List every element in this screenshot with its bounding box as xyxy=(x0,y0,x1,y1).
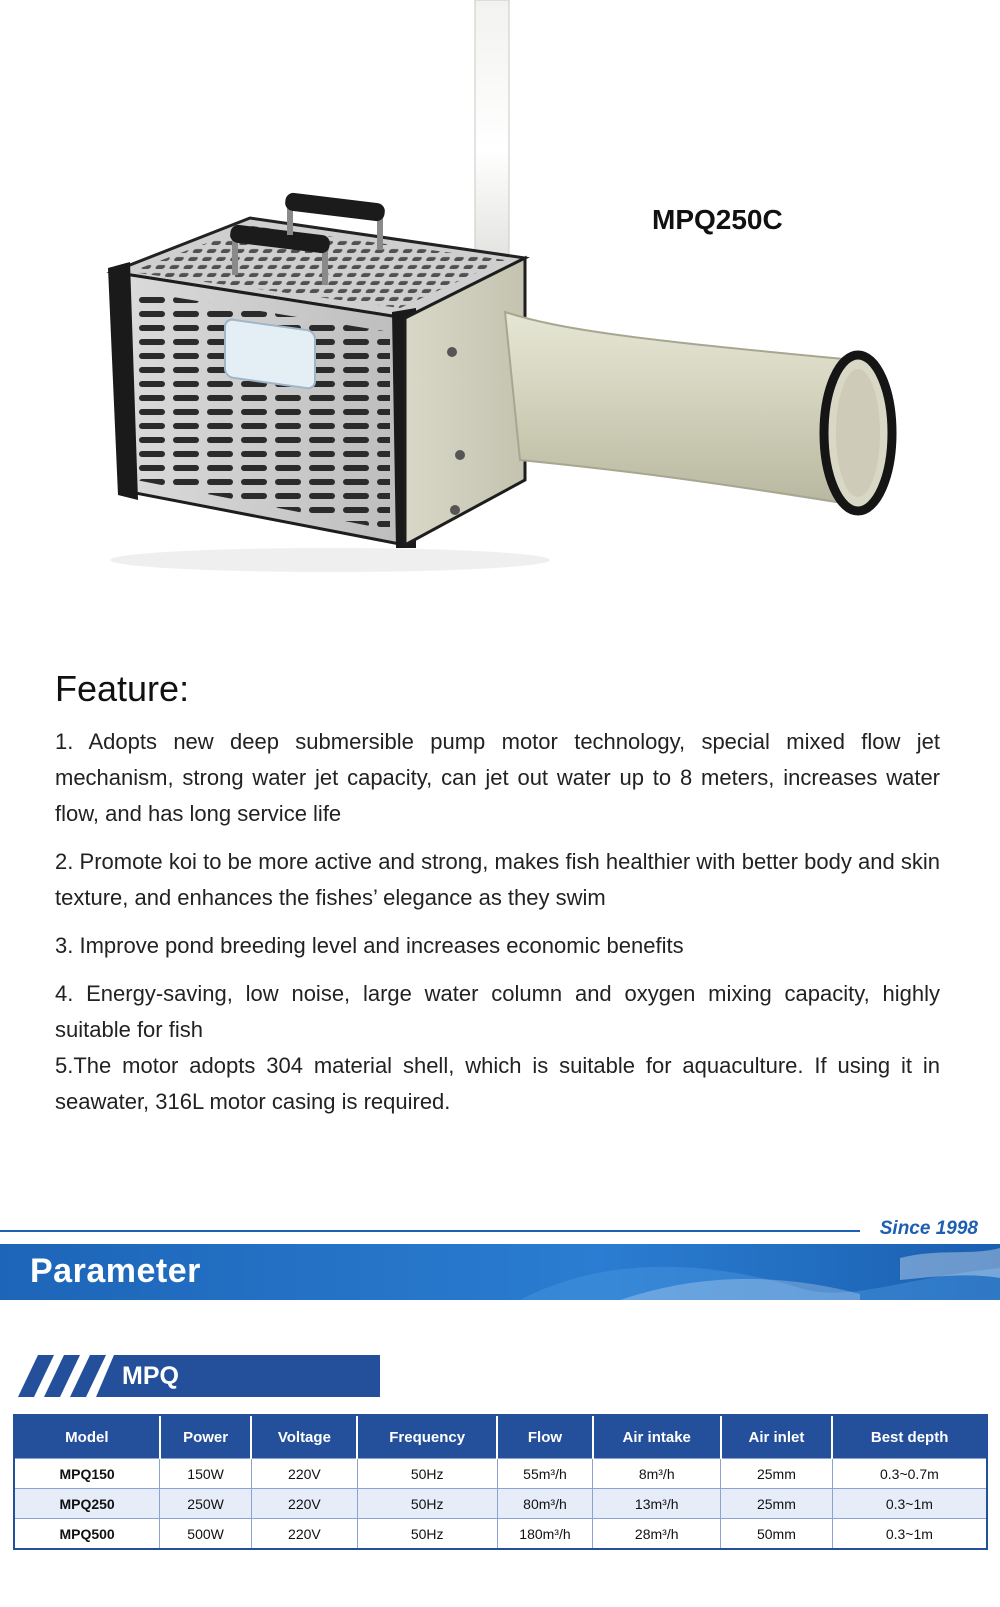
table-cell: 250W xyxy=(160,1489,252,1519)
column-header: Voltage xyxy=(251,1415,357,1459)
feature-section xyxy=(55,668,940,1132)
table-cell: 50mm xyxy=(721,1519,833,1550)
table-cell: 8m³/h xyxy=(593,1459,721,1489)
model-label: MPQ250C xyxy=(652,204,783,235)
feature-heading: Feature: xyxy=(55,668,190,709)
table-cell: 50Hz xyxy=(357,1459,497,1489)
table-cell: MPQ150 xyxy=(14,1459,160,1489)
table-cell: 180m³/h xyxy=(497,1519,593,1550)
feature-item: 3. Improve pond breeding level and increases economic benefits xyxy=(55,933,684,958)
table-cell: 220V xyxy=(251,1489,357,1519)
series-title-bar xyxy=(18,1355,380,1397)
table-cell: 220V xyxy=(251,1459,357,1489)
table-cell: 13m³/h xyxy=(593,1489,721,1519)
table-row xyxy=(14,1519,987,1550)
table-cell: 220V xyxy=(251,1519,357,1550)
table-row xyxy=(14,1459,987,1489)
table-cell: MPQ500 xyxy=(14,1519,160,1550)
table-cell: 0.3~0.7m xyxy=(832,1459,987,1489)
column-header: Air intake xyxy=(593,1415,721,1459)
column-header: Power xyxy=(160,1415,252,1459)
table-cell: 55m³/h xyxy=(497,1459,593,1489)
table-cell: 0.3~1m xyxy=(832,1489,987,1519)
column-header: Model xyxy=(14,1415,160,1459)
column-header: Frequency xyxy=(357,1415,497,1459)
table-cell: 500W xyxy=(160,1519,252,1550)
column-header: Best depth xyxy=(832,1415,987,1459)
parameter-title: Parameter xyxy=(30,1252,201,1290)
parameter-table xyxy=(13,1414,988,1550)
column-header: Flow xyxy=(497,1415,593,1459)
table-cell: MPQ250 xyxy=(14,1489,160,1519)
feature-item: 5.The motor adopts 304 material shell, which is suitable for aquaculture. If using it in seawater, 316L motor casing is required. xyxy=(55,1053,940,1114)
feature-item: 2. Promote koi to be more active and strong, makes fish healthier with better body and skin texture, and enhances the fishes’ elegance as they swim xyxy=(55,849,940,910)
table-header-row xyxy=(14,1415,987,1459)
table-cell: 80m³/h xyxy=(497,1489,593,1519)
table-cell: 50Hz xyxy=(357,1519,497,1550)
series-title: MPQ xyxy=(122,1362,179,1390)
feature-item: 4. Energy-saving, low noise, large water column and oxygen mixing capacity, highly suitable for fish xyxy=(55,981,940,1042)
table-cell: 28m³/h xyxy=(593,1519,721,1550)
feature-item: 1. Adopts new deep submersible pump motor technology, special mixed flow jet mechanism, strong water jet capacity, can jet out water up to 8 meters, increases water flow, and has long service life xyxy=(55,729,940,826)
table-row xyxy=(14,1489,987,1519)
table-cell: 25mm xyxy=(721,1489,833,1519)
product-photo xyxy=(0,0,1000,640)
table-cell: 150W xyxy=(160,1459,252,1489)
table-cell: 0.3~1m xyxy=(832,1519,987,1550)
table-cell: 25mm xyxy=(721,1459,833,1489)
since-label: Since 1998 xyxy=(879,1218,978,1239)
table-cell: 50Hz xyxy=(357,1489,497,1519)
column-header: Air inlet xyxy=(721,1415,833,1459)
